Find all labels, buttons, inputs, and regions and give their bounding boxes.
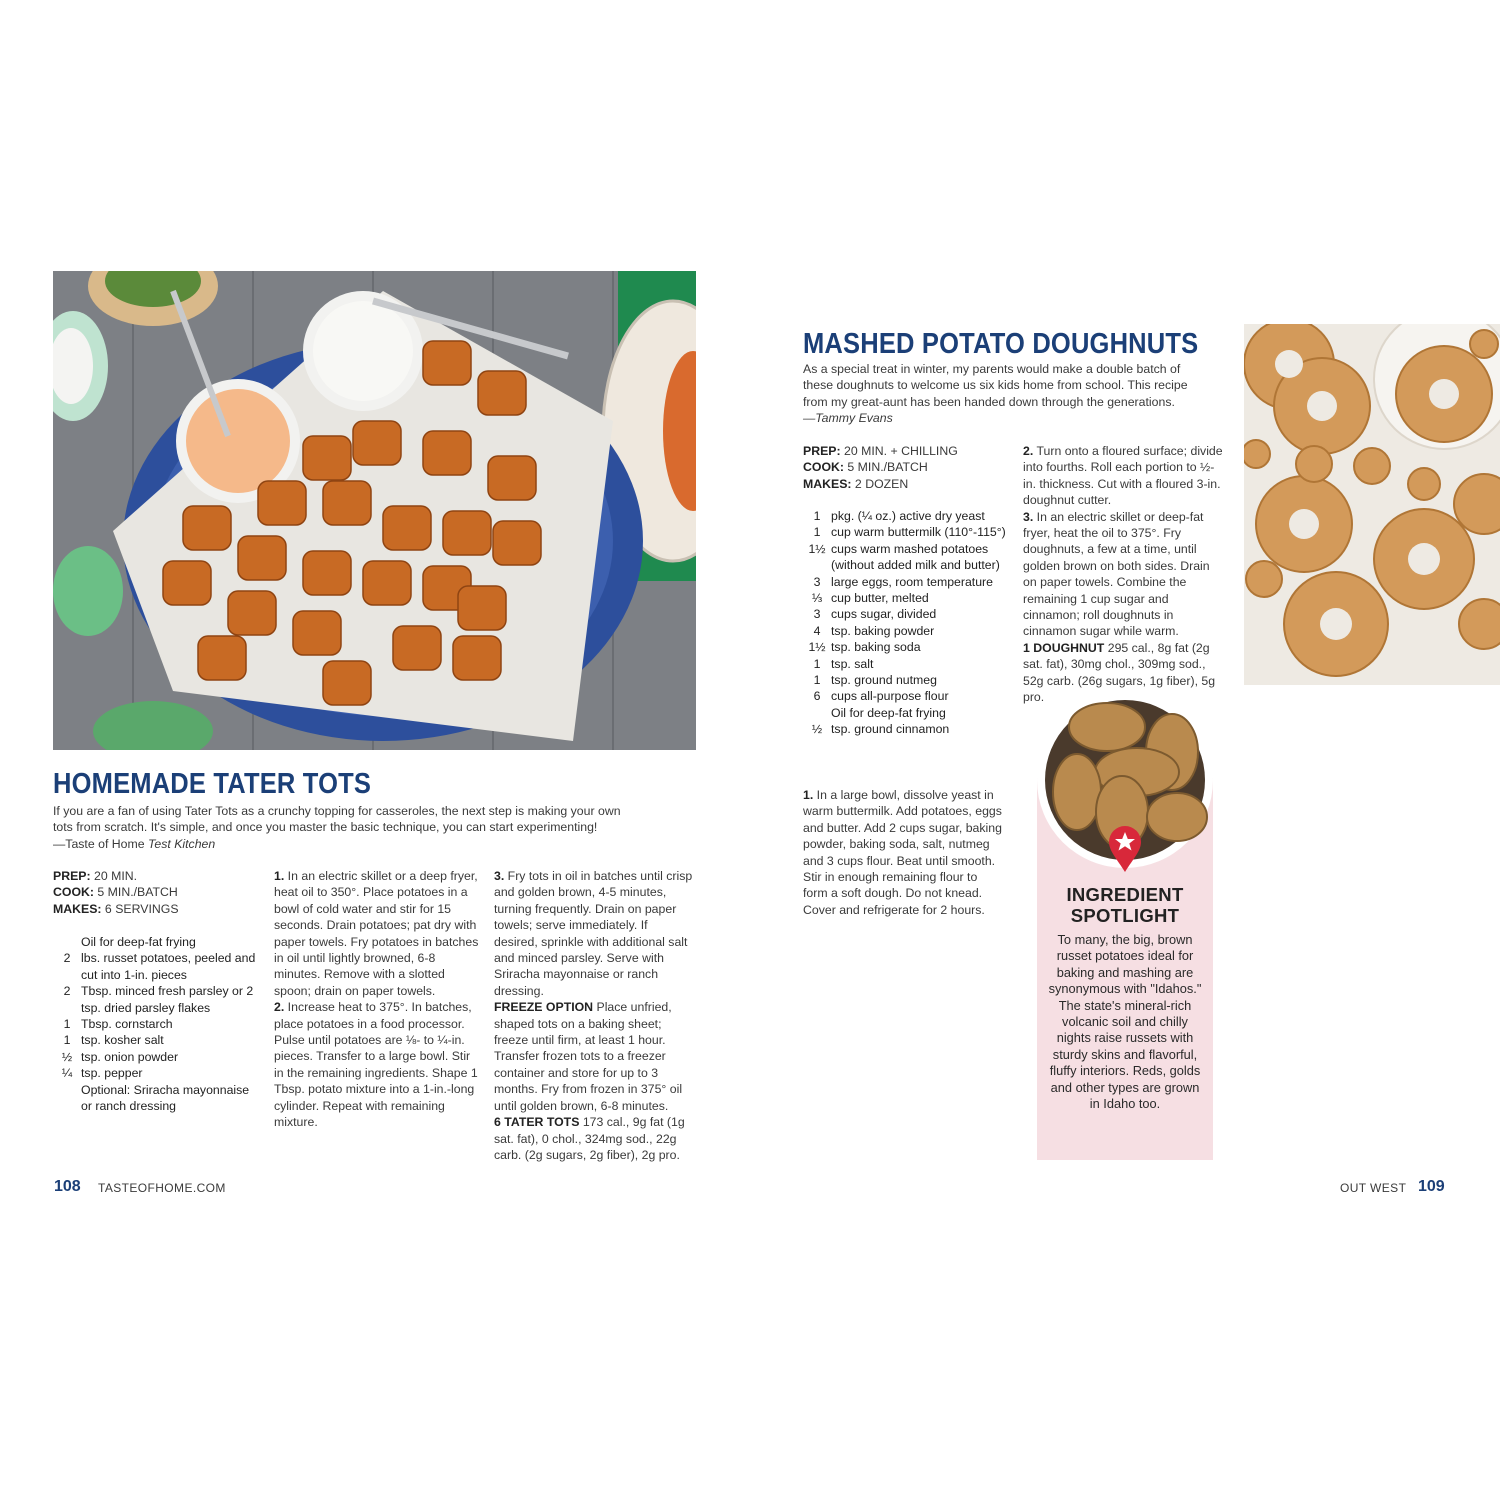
ingredient-item: 2 lbs. russet potatoes, peeled and cut into 1-in. pieces [63, 951, 256, 982]
left-steps-column-1 [274, 868, 479, 1131]
left-recipe-intro [53, 803, 643, 852]
right-ingredients-list [803, 508, 1008, 738]
left-page-label: TASTEOFHOME.COM [98, 1181, 226, 1195]
left-ingredients-list [53, 934, 258, 1114]
left-intro-text: If you are a fan of using Tater Tots as a crunchy topping for casseroles, the next step is making your own tots from scratch. It's simple, and once you master the basic technique, you can start experimenting! [53, 804, 621, 835]
ingredient-item: ½ tsp. ground cinnamon [811, 722, 950, 737]
ingredient-item: 1½ cups warm mashed potatoes (without added milk and butter) [808, 541, 1000, 573]
ingredient-item: 4 tsp. baking powder [813, 623, 935, 638]
right-page-label: OUT WEST [1340, 1181, 1407, 1195]
spotlight-title [1037, 884, 1213, 926]
ingredient-item: 2 Tbsp. minced fresh parsley or 2 tsp. dried parsley flakes [63, 984, 254, 1015]
ingredient-item: Optional: Sriracha mayonnaise or ranch dressing [81, 1082, 250, 1114]
location-marker-icon [1107, 825, 1143, 873]
step-paragraph: 1. In an electric skillet or a deep fryer, heat oil to 350°. Place potatoes in a bowl of cold water and stir for 15 seconds. Drain potatoes; pat dry with paper towels. Fry potatoes in batches in oil until lightly browned, 6-8 minutes. Remove with a slotted spoon; drain on paper towels. [274, 869, 479, 998]
left-meta-prep: PREP: 20 MIN. [53, 869, 138, 883]
left-recipe-title: HOMEMADE TATER TOTS [53, 768, 372, 800]
right-intro-text: As a special treat in winter, my parents would make a double batch of these doughnuts to welcome us six kids home from school. This recipe from my great-aunt has been handed down through the generations. [803, 362, 1188, 409]
spotlight-text: To many, the big, brown russet potatoes ideal for baking and mashing are synonymous with "Idahos." The state's mineral-rich volcanic soil and chilly nights raise russets with sturdy skins and flavorful, fluffy interiors. Reds, golds and other types are grown in Idaho too. [1048, 932, 1202, 1112]
spotlight-title-line-2: SPOTLIGHT [1070, 905, 1180, 926]
ingredient-item: 3 cups sugar, divided [813, 607, 937, 622]
right-page-number: 109 [1418, 1178, 1445, 1195]
ingredient-item: 1 tsp. ground nutmeg [813, 673, 937, 688]
ingredient-item: 6 cups all-purpose flour [813, 689, 949, 704]
left-steps-column-2 [494, 868, 694, 1163]
left-meta-cook: COOK: 5 MIN./BATCH [53, 885, 178, 900]
step-paragraph: 3. Fry tots in oil in batches until crisp and golden brown, 4-5 minutes, turning frequently. Drain on paper towels; serve immediately. If desired, sprinkle with additional salt and minced parsley. Serve with Sriracha mayonnaise or ranch dressing. [494, 869, 693, 998]
ingredient-item: 3 large eggs, room temperature [813, 574, 993, 589]
right-recipe-intro [803, 361, 1213, 427]
right-intro-credit: —Tammy Evans [803, 411, 893, 426]
right-meta-prep: PREP: 20 MIN. + CHILLING [803, 444, 958, 458]
left-page-number: 108 [54, 1178, 81, 1195]
doughnuts-photo [1244, 324, 1500, 685]
left-intro-credit [53, 836, 643, 852]
left-meta-makes: MAKES: 6 SERVINGS [53, 901, 179, 916]
ingredient-item: 1½ tsp. baking soda [808, 640, 921, 655]
right-meta-cook: COOK: 5 MIN./BATCH [803, 460, 928, 475]
nutrition-facts: 1 DOUGHNUT 295 cal., 8g fat (2g sat. fat), 30mg chol., 309mg sod., 52g carb. (26g sugars, 1g fiber), 5g pro. [1023, 640, 1216, 705]
ingredient-item: ½ tsp. onion powder [61, 1049, 179, 1064]
ingredient-item: 1 tsp. salt [813, 656, 874, 671]
left-credit-prefix: —Taste of Home [53, 836, 148, 851]
tater-tots-photo [53, 271, 696, 750]
step-paragraph: 2. Increase heat to 375°. In batches, place potatoes in a food processor. Pulse until potatoes are ⅛- to ¼-in. pieces. Transfer to a large bowl. Stir in the remaining ingredients. Shape 1 Tbsp. potato mixture into a 1-in.-long cylinder. Repeat with remaining mixture. [274, 1000, 478, 1130]
ingredient-item: 1 Tbsp. cornstarch [63, 1017, 173, 1032]
left-recipe-meta [53, 868, 263, 917]
right-meta-makes: MAKES: 2 DOZEN [803, 476, 909, 491]
step-paragraph: 2. Turn onto a floured surface; divide into fourths. Roll each portion to ½-in. thickness. Cut with a floured 3-in. doughnut cutter. [1023, 444, 1223, 508]
step-paragraph: 3. In an electric skillet or deep-fat fryer, heat the oil to 375°. Fry doughnuts, a few at a time, until golden brown on both sides. Drain on paper towels. Combine the remaining 1 cup sugar and cinnamon; roll doughnuts in cinnamon sugar while warm. [1023, 509, 1210, 639]
right-steps-column-1 [803, 787, 1003, 918]
ingredient-item: ¼ tsp. pepper [61, 1066, 143, 1081]
nutrition-facts: 6 TATER TOTS 173 cal., 9g fat (1g sat. fat), 0 chol., 324mg sod., 22g carb. (2g sugars, 2g fiber), 2g pro. [494, 1115, 685, 1162]
ingredient-item: 1 pkg. (¼ oz.) active dry yeast [813, 509, 985, 523]
ingredient-item: 1 cup warm buttermilk (110°-115°) [813, 525, 1006, 540]
spotlight-title-line-1: INGREDIENT [1066, 884, 1184, 905]
freeze-option: FREEZE OPTION Place unfried, shaped tots on a baking sheet; freeze until firm, at least 1 hour. Transfer frozen tots to a freezer container and store for up to 3 months. Fry from frozen in 375° oil until golden brown, 6-8 minutes. [494, 1000, 683, 1113]
step-paragraph: 1. In a large bowl, dissolve yeast in warm buttermilk. Add potatoes, eggs and butter. Add 2 cups sugar, baking powder, baking soda, salt, nutmeg and 3 cups flour. Beat until smooth. Stir in enough remaining flour to form a soft dough. Do not knead. Cover and refrigerate for 2 hours. [803, 788, 1002, 917]
ingredient-item: 1 tsp. kosher salt [63, 1033, 164, 1048]
ingredient-item: Oil for deep-fat frying [81, 935, 196, 949]
right-recipe-title: MASHED POTATO DOUGHNUTS [803, 328, 1199, 360]
right-recipe-meta [803, 443, 1013, 492]
ingredient-item: ⅓ cup butter, melted [811, 591, 929, 606]
left-credit-name: Test Kitchen [148, 836, 216, 851]
right-steps-column-2 [1023, 443, 1223, 706]
ingredient-item: Oil for deep-fat frying [831, 705, 946, 720]
